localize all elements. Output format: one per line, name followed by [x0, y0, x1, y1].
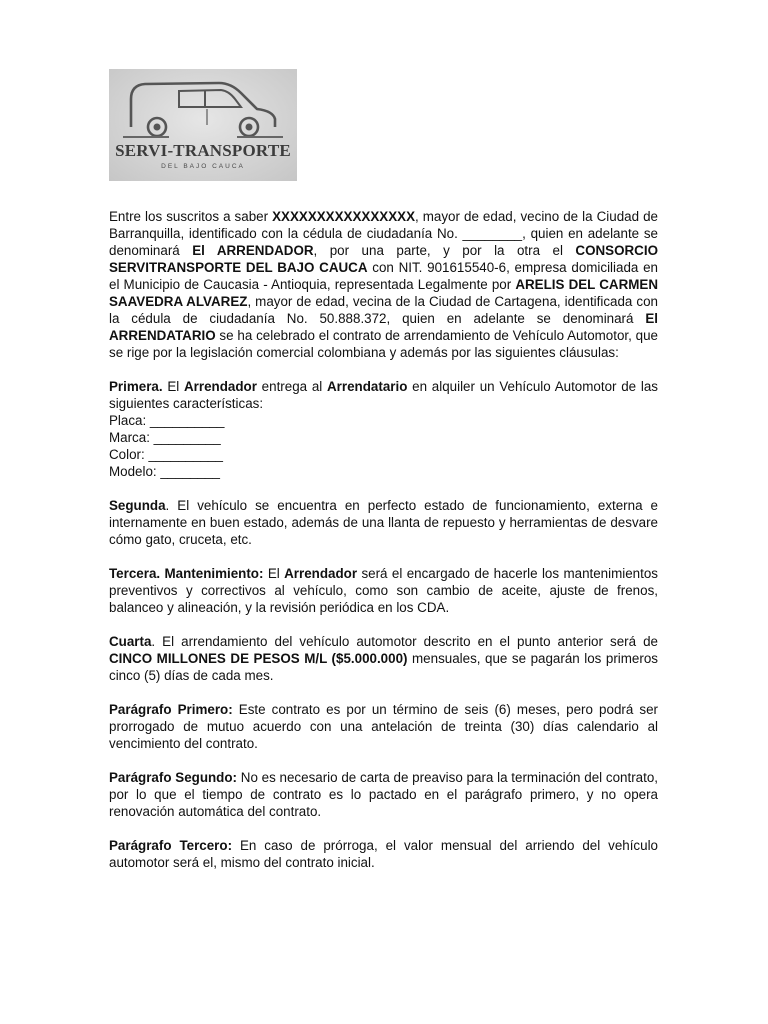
tercera-text-1: El	[263, 566, 285, 581]
company-logo	[109, 69, 297, 181]
primera-text-1: El	[162, 379, 185, 394]
logo-subtitle: DEL BAJO CAUCA	[161, 163, 245, 170]
paragrafo-primero-title: Parágrafo Primero:	[109, 702, 233, 717]
paragrafo-tercero-text: En caso de prórroga, el valor mensual del arriendo del vehículo automotor será el, mismo del contrato inicial.	[109, 838, 659, 870]
clause-primera	[109, 378, 658, 480]
primera-arrendatario: Arrendatario	[327, 379, 408, 394]
consorcio-name: CONSORCIO SERVITRANSPORTE DEL BAJO CAUCA	[109, 243, 658, 275]
intro-text-4: con NIT. 901615540-6, empresa domiciliada en el Municipio de Caucasia - Antioquia, representada Legalmente por	[109, 260, 658, 292]
paragrafo-segundo	[109, 769, 658, 820]
rent-amount: CINCO MILLONES DE PESOS M/L ($5.000.000)	[109, 651, 408, 666]
intro-text-3: , por una parte, y por la otra el	[313, 243, 576, 258]
field-color: Color: __________	[109, 447, 223, 462]
clause-segunda	[109, 497, 658, 548]
clause-tercera	[109, 565, 658, 616]
intro-text-5: , mayor de edad, vecina de la Ciudad de Cartagena, identificada con la cédula de ciudadanía No. 50.888.372, quien en adelante se denominará	[109, 294, 658, 326]
intro-text-2: , mayor de edad, vecino de la Ciudad de Barranquilla, identificado con la cédula de ciudadanía No. ________, quien en adelante se denominará	[109, 209, 658, 258]
cuarta-text-2: mensuales, que se pagarán los primeros cinco (5) días de cada mes.	[109, 651, 658, 683]
primera-text-3: en alquiler un Vehículo Automotor de las siguientes características:	[109, 379, 658, 411]
tercera-text-2: será el encargado de hacerle los mantenimientos preventivos y correctivos al vehículo, como son cambio de aceite, ajuste de frenos, balanceo y alineación, y la revisión periódica en los CDA.	[109, 566, 658, 615]
intro-text-1: Entre los suscritos a saber	[109, 209, 273, 224]
cuarta-text-1: . El arrendamiento del vehículo automotor descrito en el punto anterior será de	[151, 634, 658, 649]
paragrafo-primero-text: Este contrato es por un término de seis (6) meses, pero podrá ser prorrogado de mutuo acuerdo con una antelación de treinta (30) días calendario al vencimiento del contrato.	[109, 702, 659, 751]
tercera-arrendador: Arrendador	[284, 566, 358, 581]
paragrafo-segundo-text: No es necesario de carta de preaviso para la terminación del contrato, por lo que el tiempo de contrato es lo pactado en el parágrafo primero, y no opera renovación automática del contrato.	[109, 770, 658, 819]
clause-cuarta-title: Cuarta	[109, 634, 152, 649]
intro-text-6: se ha celebrado el contrato de arrendamiento de Vehículo Automotor, que se rige por la legislación comercial colombiana y además por las siguientes cláusulas:	[109, 328, 658, 360]
paragrafo-segundo-title: Parágrafo Segundo:	[109, 770, 238, 785]
field-modelo: Modelo: ________	[109, 464, 220, 479]
field-placa: Placa: __________	[109, 413, 225, 428]
arrendatario-label: El ARRENDATARIO	[109, 311, 658, 343]
paragrafo-tercero-title: Parágrafo Tercero:	[109, 838, 233, 853]
clause-primera-title: Primera.	[109, 379, 163, 394]
primera-text-2: entrega al	[256, 379, 328, 394]
primera-arrendador: Arrendador	[184, 379, 257, 394]
paragrafo-primero	[109, 701, 658, 752]
clause-tercera-title: Tercera. Mantenimiento:	[109, 566, 264, 581]
intro-paragraph	[109, 208, 658, 361]
arrendador-label: El ARRENDADOR	[192, 243, 314, 258]
segunda-text: . El vehículo se encuentra en perfecto estado de funcionamiento, externa e internamente en buen estado, además de una llanta de repuesto y herramientas de desvare cómo gato, cruceta, etc.	[109, 498, 658, 547]
field-marca: Marca: _________	[109, 430, 221, 445]
clause-cuarta	[109, 633, 658, 684]
paragrafo-tercero	[109, 837, 658, 871]
arrendador-name: XXXXXXXXXXXXXXXX	[272, 209, 415, 224]
representative-name: ARELIS DEL CARMEN SAAVEDRA ALVAREZ	[109, 277, 658, 309]
clause-segunda-title: Segunda	[109, 498, 166, 513]
logo-title: SERVI-TRANSPORTE	[115, 141, 291, 160]
contract-body	[109, 208, 658, 888]
